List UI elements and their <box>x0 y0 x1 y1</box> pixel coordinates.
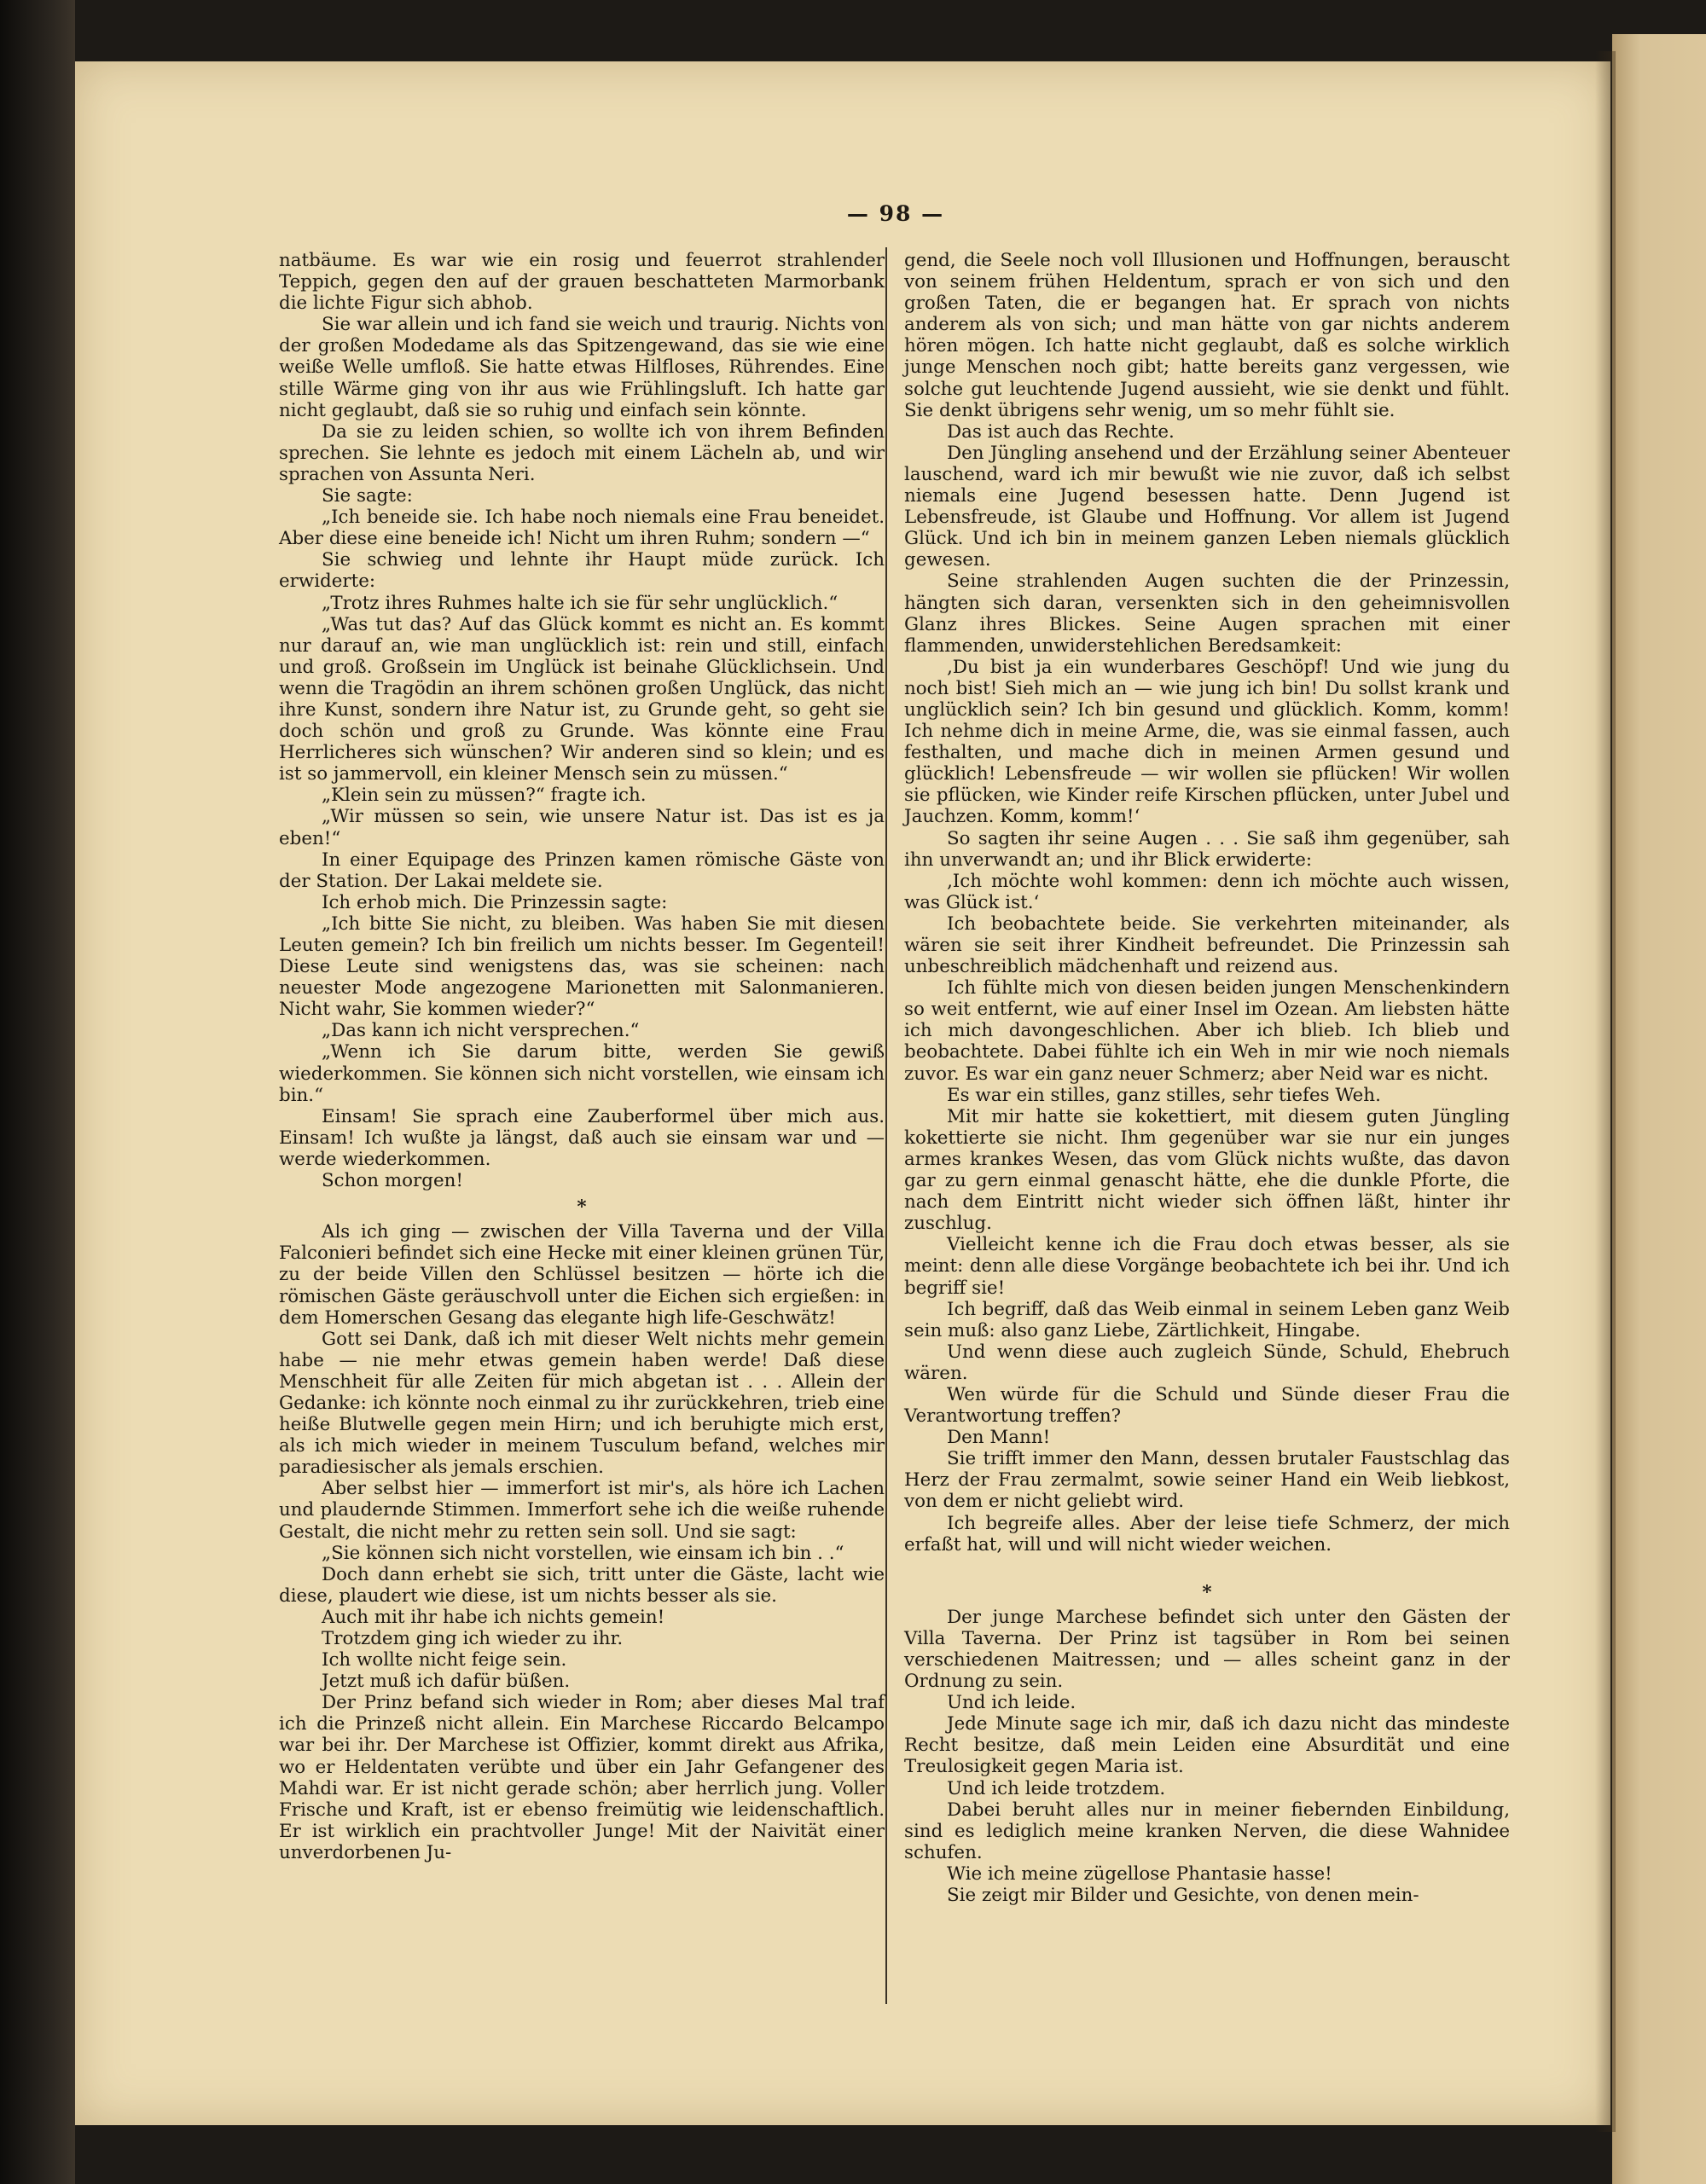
paragraph: „Wir müssen so sein, wie unsere Natur ist. Das ist es ja eben!“ <box>279 806 885 849</box>
paragraph: Und ich leide trotzdem. <box>947 1777 1166 1799</box>
paragraph: ‚Du bist ja ein wunderbares Geschöpf! Und wie jung du noch bist! Sieh mich an — wie jung ich bin! Du sollst krank und unglücklich sein? Ich bin gesund und glücklich. Komm, komm! Ich nehme dich in meine Arme, die, was sie einmal fassen, auch festhalten, und mache dich in meinen Armen gesund und glücklich! Lebensfreude — wir wollen sie pflücken! Wir wollen sie pflücken, wie Kinder reife Kirschen pflücken, unter Jubel und Jauchzen. Komm, komm!‘ <box>904 656 1510 828</box>
section-divider-star: * <box>1202 1581 1212 1603</box>
paragraph: Dabei beruht alles nur in meiner fiebernden Einbildung, sind es lediglich meine kranken Nerven, die diese Wahnidee schufen. <box>904 1799 1510 1863</box>
paragraph: Auch mit ihr habe ich nichts gemein! <box>322 1606 665 1628</box>
paragraph: Einsam! Sie sprach eine Zauberformel über mich aus. Einsam! Ich wußte ja längst, daß auch sie einsam war und — werde wiederkommen. <box>279 1105 885 1170</box>
right-column <box>904 250 1510 1906</box>
paragraph: „Klein sein zu müssen?“ fragte ich. <box>322 785 647 807</box>
paragraph: Doch dann erhebt sie sich, tritt unter die Gäste, lacht wie diese, plaudert wie diese, ist um nichts besser als sie. <box>279 1563 885 1607</box>
paragraph: Sie sagte: <box>322 485 413 507</box>
paragraph: Mit mir hatte sie kokettiert, mit diesem guten Jüngling kokettierte sie nicht. Ihm gegenüber war sie nur ein junges armes krankes Wesen, das vom Glück nichts wußte, das davon gar zu gern einmal genascht hätte, ehe die dunkle Pforte, die nach dem Eintritt nicht wieder sich öffnen läßt, hinter ihr zuschlug. <box>904 1105 1510 1235</box>
paragraph: Seine strahlenden Augen suchten die der Prinzessin, hängten sich daran, versenkten sich in den geheimnisvollen Glanz ihres Blickes. Seine Augen sprachen mit einer flammenden, unwiderstehlichen Beredsamkeit: <box>904 571 1510 657</box>
paragraph: Ich fühlte mich von diesen beiden jungen Menschenkindern so weit entfernt, wie auf einer Insel im Ozean. Am liebsten hätte ich mich davongeschlichen. Aber ich blieb. Ich blieb und beobachtete. Dabei fühlte ich ein Weh in mir wie noch niemals zuvor. Es war ein ganz neuer Schmerz; aber Neid war es nicht. <box>904 977 1510 1085</box>
paragraph: Sie schwieg und lehnte ihr Haupt müde zurück. Ich erwiderte: <box>279 549 885 593</box>
section-spacer <box>904 1555 1510 1577</box>
paragraph: Sie zeigt mir Bilder und Gesichte, von denen mein- <box>947 1885 1419 1907</box>
paragraph: Jede Minute sage ich mir, daß ich dazu nicht das mindeste Recht besitze, daß mein Leiden eine Absurdität und eine Treulosigkeit gegen Maria ist. <box>904 1713 1510 1778</box>
paragraph: ‚Ich möchte wohl kommen: denn ich möchte auch wissen, was Glück ist.‘ <box>904 870 1510 913</box>
paragraph: Ich erhob mich. Die Prinzessin sagte: <box>322 891 668 913</box>
paragraph: Ich begreife alles. Aber der leise tiefe Schmerz, der mich erfaßt hat, will und will nicht wieder weichen. <box>904 1512 1510 1555</box>
paragraph: Den Jüngling ansehend und der Erzählung seiner Abenteuer lauschend, ward ich mir bewußt wie nie zuvor, daß ich selbst niemals eine Jugend besessen hatte. Denn Jugend ist Lebensfreude, ist Glaube und Hoffnung. Vor allem ist Jugend Glück. Und ich bin in meinem ganzen Leben niemals glücklich gewesen. <box>904 442 1510 571</box>
paragraph: Wen würde für die Schuld und Sünde dieser Frau die Verantwortung treffen? <box>904 1383 1510 1428</box>
left-column <box>279 250 885 1863</box>
paragraph: natbäume. Es war wie ein rosig und feuerrot strahlender Teppich, gegen den auf der grauen beschatteten Marmorbank die lichte Figur sich abhob. <box>279 250 885 315</box>
paragraph: „Was tut das? Auf das Glück kommt es nicht an. Es kommt nur darauf an, wie man unglücklich ist: rein und still, einfach und groß. Großsein im Unglück ist beinahe Glücklichsein. Und wenn die Tragödin an ihrem schönen großen Unglück, das nicht ihre Kunst, sondern ihre Natur ist, zu Grunde geht, so geht sie doch schön und groß zu Grunde. Was könnte eine Frau Herrlicheres sich wünschen? Wir anderen sind so klein; und es ist so jammervoll, ein kleiner Mensch sein zu müssen.“ <box>279 613 885 785</box>
paragraph: „Ich bitte Sie nicht, zu bleiben. Was haben Sie mit diesen Leuten gemein? Ich bin freilich um nichts besser. Im Gegenteil! Diese Leute sind wenigstens das, was sie scheinen: nach neuester Mode angezogene Marionetten mit Salonmanieren. Nicht wahr, Sie kommen wieder?“ <box>279 912 885 1021</box>
page-number: — 98 — <box>846 201 945 226</box>
paragraph: Da sie zu leiden schien, so wollte ich von ihrem Befinden sprechen. Sie lehnte es jedoch mit einem Lächeln ab, und wir sprachen von Assunta Neri. <box>279 420 885 485</box>
page-fold-shadow <box>1595 51 1616 2132</box>
paragraph: Und ich leide. <box>947 1692 1076 1714</box>
paragraph: „Ich beneide sie. Ich habe noch niemals eine Frau beneidet. Aber diese eine beneide ich! Nicht um ihren Ruhm; sondern —“ <box>279 507 885 550</box>
left-paragraphs-after-star <box>279 1221 885 1863</box>
paragraph: Das ist auch das Rechte. <box>947 420 1175 443</box>
paragraph: Aber selbst hier — immerfort ist mir's, als höre ich Lachen und plaudernde Stimmen. Immerfort sehe ich die weiße ruhende Gestalt, die nicht mehr zu retten sein soll. Und sie sagt: <box>279 1478 885 1543</box>
paragraph: gend, die Seele noch voll Illusionen und Hoffnungen, berauscht von seinem frühen Heldentum, sprach er von sich und den großen Taten, die er begangen hat. Er sprach von nichts anderem als von sich; und man hätte von gar nichts anderem hören mögen. Ich hatte nicht geglaubt, daß es solche wirklich junge Menschen noch gibt; hatte bereits ganz vergessen, wie solche gut leuchtende Jugend aussieht, wie sie denkt und fühlt. Sie denkt übrigens sehr wenig, um so mehr fühlt sie. <box>904 250 1510 421</box>
paragraph: Schon morgen! <box>322 1170 463 1192</box>
right-paragraphs-after-star <box>904 1607 1510 1906</box>
paragraph: Es war ein stilles, ganz stilles, sehr tiefes Weh. <box>947 1084 1381 1106</box>
paragraph: „Das kann ich nicht versprechen.“ <box>322 1020 640 1042</box>
left-paragraphs <box>279 250 885 1191</box>
paragraph: Der Prinz befand sich wieder in Rom; aber dieses Mal traf ich die Prinzeß nicht allein. Ein Marchese Riccardo Belcampo war bei ihr. Der Marchese ist Offizier, kommt direkt aus Afrika, wo er Heldentaten verübte und über ein Jahr Gefangener des Mahdi war. Er ist nicht gerade schön; aber herrlich jung. Voller Frische und Kraft, ist er ebenso freimütig wie leidenschaftlich. Er ist wirklich ein prachtvoller Junge! Mit der Naivität einer unverdorbenen Ju- <box>279 1692 885 1863</box>
paragraph: Der junge Marchese befindet sich unter den Gästen der Villa Taverna. Der Prinz ist tagsüber in Rom bei seinen verschiedenen Maitressen; und — alles scheint ganz in der Ordnung zu sein. <box>904 1606 1510 1693</box>
paragraph: „Trotz ihres Ruhmes halte ich sie für sehr unglücklich.“ <box>322 592 838 614</box>
paragraph: Den Mann! <box>947 1427 1051 1449</box>
paragraph: Ich wollte nicht feige sein. <box>322 1649 567 1671</box>
scan-background-left <box>0 0 75 2184</box>
paragraph: Vielleicht kenne ich die Frau doch etwas besser, als sie meint: denn alle diese Vorgänge beobachtete ich bei ihr. Und ich begriff sie! <box>904 1234 1510 1299</box>
paragraph: So sagten ihr seine Augen . . . Sie saß ihm gegenüber, sah ihn unverwandt an; und ihr Blick erwiderte: <box>904 827 1510 871</box>
paragraph: Gott sei Dank, daß ich mit dieser Welt nichts mehr gemein habe — nie mehr etwas gemein haben werde! Daß diese Menschheit für alle Zeiten für mich abgetan ist . . . Allein der Gedanke: ich könnte noch einmal zu ihr zurückkehren, trieb eine heiße Blutwelle gegen mein Hirn; und ich beruhigte mich erst, als ich mich wieder in meinem Tusculum befand, welches mir paradiesischer als jemals erschien. <box>279 1328 885 1479</box>
paragraph: Sie war allein und ich fand sie weich und traurig. Nichts von der großen Modedame als das Spitzengewand, das sie wie eine weiße Welle umfloß. Sie hatte etwas Hilfloses, Rührendes. Eine stille Wärme ging von ihr aus wie Frühlingsluft. Ich hatte gar nicht geglaubt, daß sie so ruhig und einfach sein könnte. <box>279 314 885 421</box>
paragraph: Als ich ging — zwischen der Villa Taverna und der Villa Falconieri befindet sich eine Hecke mit einer kleinen grünen Tür, zu der beide Villen den Schlüssel besitzen — hörte ich die römischen Gäste geräuschvoll unter die Eichen sich ergießen: in dem Homerschen Gesang das elegante high life-Geschwätz! <box>279 1221 885 1329</box>
paragraph: Und wenn diese auch zugleich Sünde, Schuld, Ehebruch wären. <box>904 1341 1510 1384</box>
section-divider-star: * <box>577 1196 587 1219</box>
paragraph: Sie trifft immer den Mann, dessen brutaler Faustschlag das Herz der Frau zermalmt, sowie seiner Hand ein Weib liebkost, von dem er nicht geliebt wird. <box>904 1448 1510 1513</box>
paragraph: Wie ich meine zügellose Phantasie hasse! <box>947 1862 1332 1885</box>
column-divider <box>885 247 887 2004</box>
paragraph: „Sie können sich nicht vorstellen, wie einsam ich bin . .“ <box>322 1542 844 1564</box>
paragraph: In einer Equipage des Prinzen kamen römische Gäste von der Station. Der Lakai meldete sie. <box>279 849 885 892</box>
right-paragraphs <box>904 250 1510 1555</box>
paragraph: Ich beobachtete beide. Sie verkehrten miteinander, als wären sie seit ihrer Kindheit befreundet. Die Prinzessin sah unbeschreiblich mädchenhaft und reizend aus. <box>904 912 1510 978</box>
paragraph: Trotzdem ging ich wieder zu ihr. <box>322 1628 624 1649</box>
paragraph: Ich begriff, daß das Weib einmal in seinem Leben ganz Weib sein muß: also ganz Liebe, Zärtlichkeit, Hingabe. <box>904 1298 1510 1341</box>
paragraph: Jetzt muß ich dafür büßen. <box>322 1671 571 1693</box>
paragraph: „Wenn ich Sie darum bitte, werden Sie gewiß wiederkommen. Sie können sich nicht vorstellen, wie einsam ich bin.“ <box>279 1041 885 1106</box>
adjacent-page-edge <box>1612 34 1706 2184</box>
